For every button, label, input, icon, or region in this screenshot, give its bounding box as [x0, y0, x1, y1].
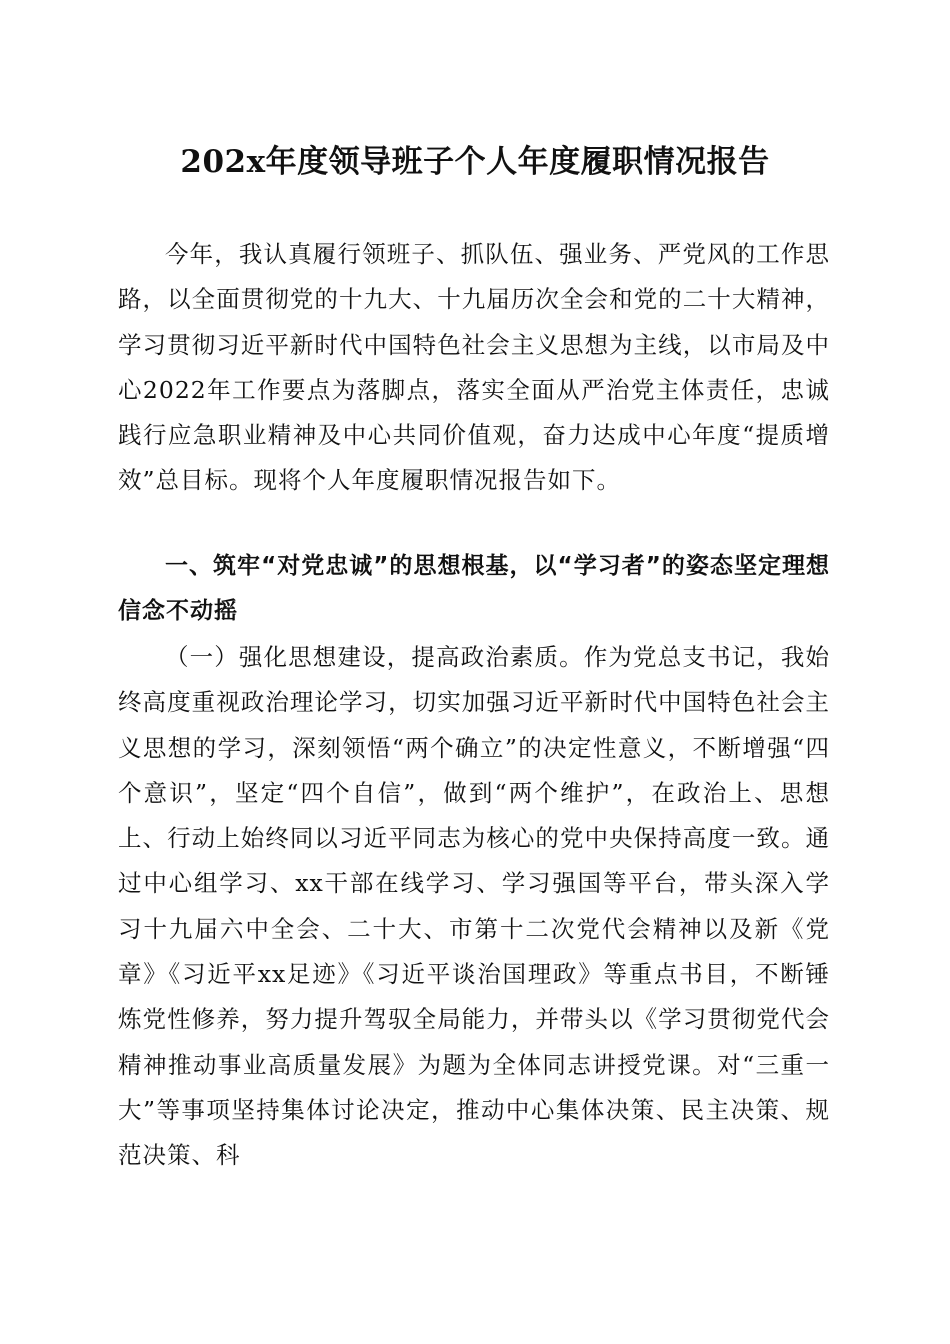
section-heading-1: 一、筑牢“对党忠诚”的思想根基，以“学习者”的姿态坚定理想信念不动摇 [118, 553, 830, 625]
section-1-1-paragraph: （一）强化思想建设，提高政治素质。作为党总支书记，我始终高度重视政治理论学习，切实加强习近平新时代中国特色社会主义思想的学习，深刻领悟“两个确立”的决定性意义，不断增强“四个意识”，坚定“四个自信”，做到“两个维护”，在政治上、思想上、行动上始终同以习近平同志为核心的党中央保持高度一致。通过中心组学习、xx干部在线学习、学习强国等平台，带头深入学习十九届六中全会、二十大、市第十二次党代会精神以及新《党章》《习近平xx足迹》《习近平谈治国理政》等重点书目，不断锤炼党性修养，努力提升驾驭全局能力，并带头以《学习贯彻党代会精神推动事业高质量发展》为题为全体同志讲授党课。对“三重一大”等事项坚持集体讨论决定，推动中心集体决策、民主决策、规范决策、科 [118, 643, 830, 1170]
intro-paragraph: 今年，我认真履行领班子、抓队伍、强业务、严党风的工作思路，以全面贯彻党的十九大、十九届历次全会和党的二十大精神，学习贯彻习近平新时代中国特色社会主义思想为主线，以市局及中心2022年工作要点为落脚点，落实全面从严治党主体责任，忠诚践行应急职业精神及中心共同价值观，奋力达成中心年度“提质增效”总目标。现将个人年度履职情况报告如下。 [118, 240, 830, 495]
document-title: 202x年度领导班子个人年度履职情况报告 [180, 144, 770, 180]
